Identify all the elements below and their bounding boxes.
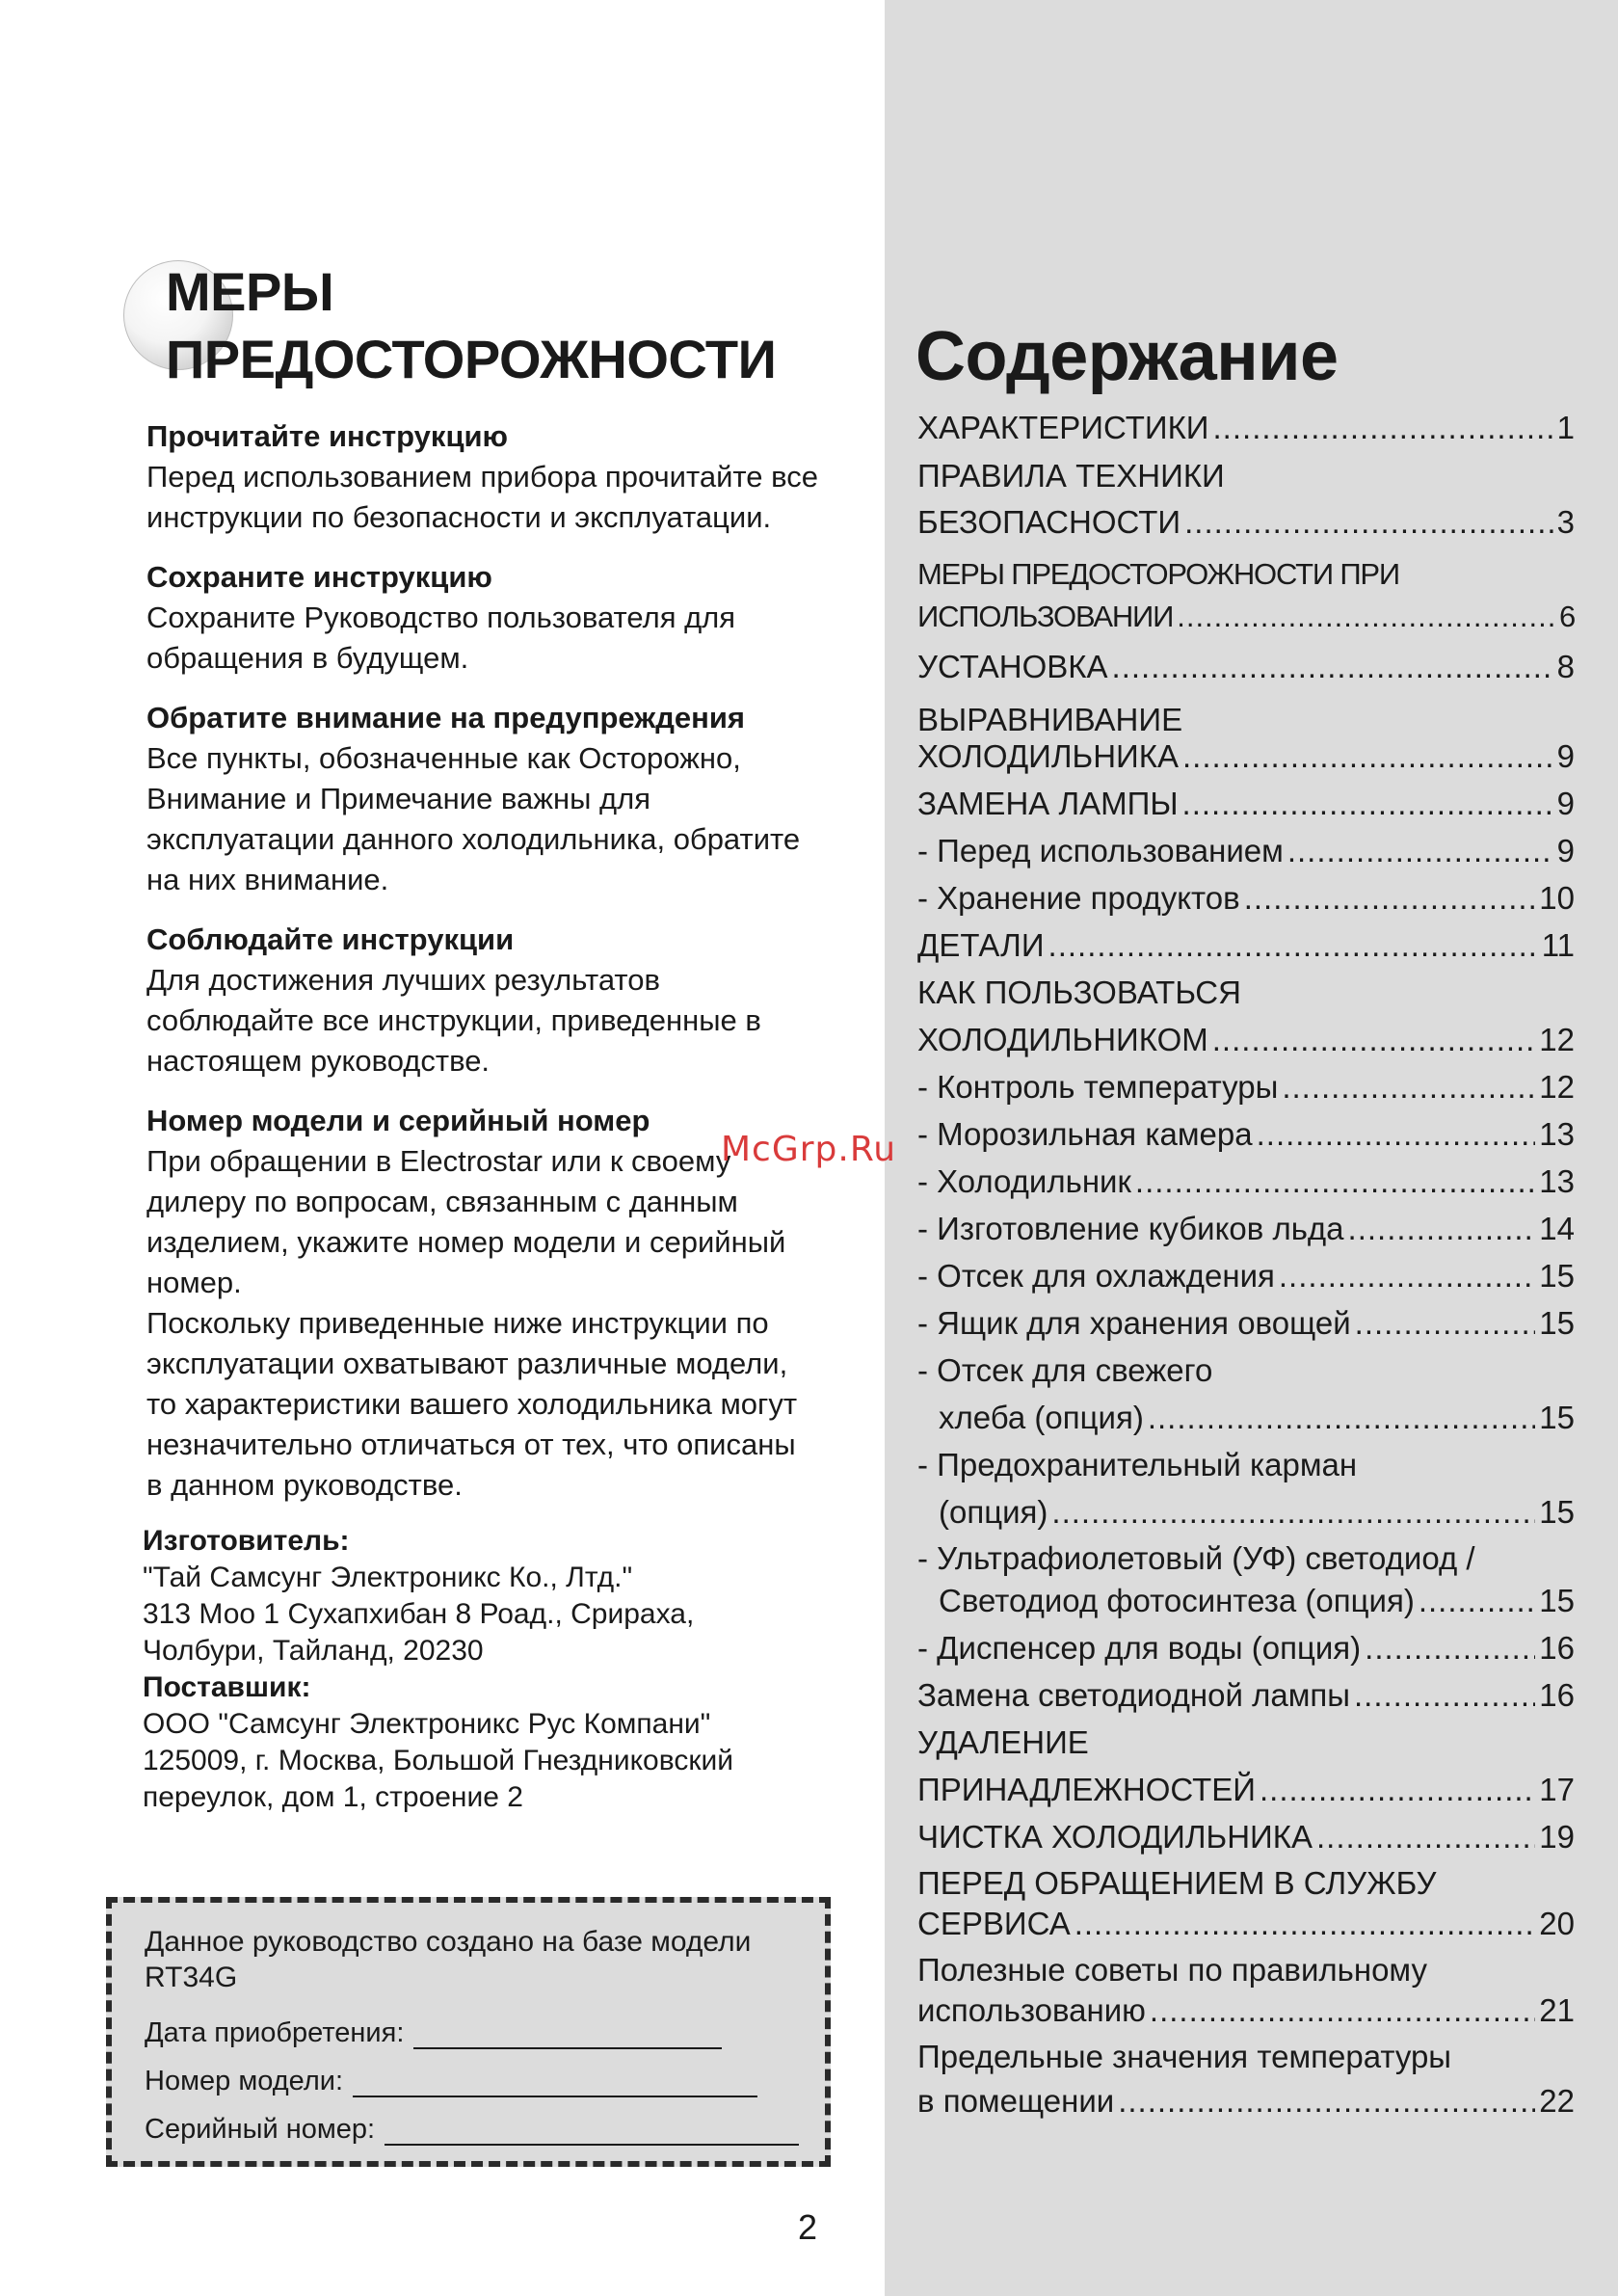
toc-entry[interactable] xyxy=(917,1068,1575,1107)
model-number-label: Номер модели: xyxy=(145,2066,344,2096)
section-heading: Обратите внимание на предупреждения xyxy=(146,701,745,734)
toc-entry[interactable] xyxy=(917,648,1575,686)
section-heading: Соблюдайте инструкции xyxy=(146,922,515,956)
toc-leader-dots xyxy=(1048,926,1538,965)
toc-page-number: 15 xyxy=(1539,1258,1575,1294)
toc-entry-title: - Хранение продуктов xyxy=(917,880,1240,916)
section-line: незначительно отличаться от тех, что описаны xyxy=(146,1428,796,1461)
section-line: на них внимание. xyxy=(146,863,389,896)
section-line: Для достижения лучших результатов xyxy=(146,963,660,997)
model-name: RT34G xyxy=(145,1962,238,1993)
section-line: Все пункты, обозначенные как Осторожно, xyxy=(146,741,741,775)
toc-entry-title: КАК ПОЛЬЗОВАТЬСЯ xyxy=(917,974,1241,1010)
section-line: то характеристики вашего холодильника могут xyxy=(146,1387,798,1421)
section-line: изделием, укажите номер модели и серийный xyxy=(146,1225,786,1259)
toc-entry-title: - Морозильная камера xyxy=(917,1116,1253,1152)
toc-page-number: 9 xyxy=(1556,738,1575,774)
toc-entry-title: - Перед использованием xyxy=(917,833,1284,868)
toc-entry-title: хлеба (опция) xyxy=(939,1400,1144,1435)
toc-leader-dots xyxy=(1348,1210,1536,1248)
purchase-info-box xyxy=(106,1897,831,2167)
toc-entry-title: Полезные советы по правильному xyxy=(917,1952,1427,1988)
supplier-line: 125009, г. Москва, Большой Гнездниковский xyxy=(143,1745,733,1776)
toc-leader-dots xyxy=(1244,879,1536,918)
manufacturer-line: "Тай Самсунг Электроникс Ко., Лтд." xyxy=(143,1562,633,1593)
model-basis-note xyxy=(145,1924,809,1995)
toc-page-number: 9 xyxy=(1556,833,1575,868)
page-title-precautions xyxy=(166,258,776,393)
toc-leader-dots xyxy=(1213,409,1553,447)
toc-page-number: 15 xyxy=(1539,1400,1575,1435)
toc-entry[interactable] xyxy=(917,832,1575,870)
model-number-blank xyxy=(353,2069,757,2097)
toc-entry-title: УСТАНОВКА xyxy=(917,649,1108,684)
serial-number-field xyxy=(145,2113,799,2146)
toc-page-number: 15 xyxy=(1539,1305,1575,1341)
toc-entry-title: Предельные значения температуры xyxy=(917,2039,1452,2074)
section-line: При обращении в Electrostar или к своему xyxy=(146,1144,731,1178)
toc-entry[interactable] xyxy=(917,926,1575,965)
section-line: Поскольку приведенные ниже инструкции по xyxy=(146,1306,769,1340)
toc-page-number: 6 xyxy=(1558,600,1575,633)
toc-leader-dots xyxy=(1279,1257,1535,1295)
toc-page-number: 13 xyxy=(1539,1116,1575,1152)
section-heading: Прочитайте инструкцию xyxy=(146,419,509,453)
toc-entry[interactable] xyxy=(917,457,1575,542)
page-number: 2 xyxy=(798,2207,818,2247)
toc-page-number: 10 xyxy=(1539,880,1575,916)
manufacturer-line: 313 Моо 1 Сухапхибан 8 Роад., Срираха, xyxy=(143,1598,695,1630)
model-number-field xyxy=(145,2065,757,2097)
toc-entry[interactable] xyxy=(917,1865,1575,1942)
toc-page-number: 12 xyxy=(1539,1022,1575,1057)
toc-entry[interactable] xyxy=(917,974,1575,1059)
section-line: Сохраните Руководство пользователя для xyxy=(146,601,736,634)
section-line: Перед использованием прибора прочитайте все xyxy=(146,460,818,494)
title-line-2: ПРЕДОСТОРОЖНОСТИ xyxy=(166,329,777,389)
toc-entry[interactable] xyxy=(917,1351,1575,1437)
toc-page-number: 8 xyxy=(1556,649,1575,684)
manufacturer-supplier-block xyxy=(143,1523,875,1816)
toc-entry-title: в помещении xyxy=(917,2083,1115,2119)
toc-entry-title: - Изготовление кубиков льда xyxy=(917,1211,1344,1246)
section-line: эксплуатации данного холодильника, обратите xyxy=(146,822,801,856)
toc-page-number: 19 xyxy=(1539,1819,1575,1855)
toc-leader-dots xyxy=(1212,1021,1536,1059)
toc-leader-dots xyxy=(1182,738,1553,775)
toc-page-number: 3 xyxy=(1556,504,1575,540)
toc-page-number: 1 xyxy=(1556,410,1575,445)
purchase-date-field xyxy=(145,2016,722,2049)
precautions-column xyxy=(146,416,860,1525)
toc-entry-title: - Ящик для хранения овощей xyxy=(917,1305,1351,1341)
toc-leader-dots xyxy=(1257,1115,1536,1154)
toc-page-number: 21 xyxy=(1539,1992,1575,2028)
section-read-instructions xyxy=(146,416,860,538)
toc-page-number: 13 xyxy=(1539,1163,1575,1199)
toc-page-number: 22 xyxy=(1539,2083,1575,2119)
toc-leader-dots xyxy=(1287,832,1553,870)
title-line-1: МЕРЫ xyxy=(166,261,334,322)
toc-entry[interactable] xyxy=(917,879,1575,918)
toc-leader-dots xyxy=(1135,1162,1535,1201)
toc-leader-dots xyxy=(1112,648,1553,686)
toc-entry-title: (опция) xyxy=(939,1494,1048,1530)
toc-entry-title: ДЕТАЛИ xyxy=(917,927,1045,963)
toc-entry[interactable] xyxy=(917,1540,1575,1619)
toc-entry-title: ЧИСТКА ХОЛОДИЛЬНИКА xyxy=(917,1819,1313,1855)
manufacturer-line: Чолбури, Тайланд, 20230 xyxy=(143,1635,484,1667)
purchase-date-blank xyxy=(413,2020,722,2049)
toc-entry-title: - Отсек для охлаждения xyxy=(917,1258,1275,1294)
section-line: дилеру по вопросам, связанным с данным xyxy=(146,1185,738,1218)
toc-entry[interactable] xyxy=(917,553,1575,638)
toc-entry-title: - Холодильник xyxy=(917,1163,1131,1199)
toc-leader-dots xyxy=(1365,1629,1535,1668)
toc-page-number: 15 xyxy=(1539,1583,1575,1618)
toc-entry[interactable] xyxy=(917,1304,1575,1343)
toc-entry-title: Светодиод фотосинтеза (опция) xyxy=(939,1583,1415,1618)
toc-entry[interactable] xyxy=(917,2039,1575,2120)
toc-entry-title: ХОЛОДИЛЬНИКОМ xyxy=(917,1022,1208,1057)
section-heading: Сохраните инструкцию xyxy=(146,560,492,594)
toc-entry[interactable] xyxy=(917,785,1575,823)
toc-entry-title: ПРИНАДЛЕЖНОСТЕЙ xyxy=(917,1772,1256,1807)
table-of-contents xyxy=(917,409,1575,2120)
toc-entry-title: СЕРВИСА xyxy=(917,1906,1071,1941)
section-line: номер. xyxy=(146,1266,242,1299)
section-follow-instructions xyxy=(146,920,860,1081)
model-basis-line: Данное руководство создано на базе модели xyxy=(145,1926,752,1958)
toc-leader-dots xyxy=(1316,1818,1535,1856)
toc-entry[interactable] xyxy=(917,1676,1575,1715)
toc-leader-dots xyxy=(1260,1771,1535,1809)
toc-leader-dots xyxy=(1354,1676,1535,1715)
toc-entry[interactable] xyxy=(917,702,1575,775)
toc-leader-dots xyxy=(1282,1068,1535,1107)
toc-entry[interactable] xyxy=(917,1210,1575,1248)
toc-entry-title: БЕЗОПАСНОСТИ xyxy=(917,504,1181,540)
section-line: соблюдайте все инструкции, приведенные в xyxy=(146,1003,761,1037)
toc-entry[interactable] xyxy=(917,1257,1575,1295)
toc-entry-title: УДАЛЕНИЕ xyxy=(917,1724,1089,1760)
toc-page-number: 16 xyxy=(1539,1630,1575,1666)
toc-entry-title: ВЫРАВНИВАНИЕ xyxy=(917,702,1183,737)
section-line: Внимание и Примечание важны для xyxy=(146,782,651,815)
manufacturer-label: Изготовитель: xyxy=(143,1525,350,1557)
toc-leader-dots xyxy=(1419,1583,1535,1619)
toc-entry-title: - Отсек для свежего xyxy=(917,1352,1213,1388)
section-keep-instructions xyxy=(146,557,860,679)
toc-page-number: 11 xyxy=(1541,927,1575,963)
toc-entry[interactable] xyxy=(917,409,1575,447)
toc-entry-title: ИСПОЛЬЗОВАНИИ xyxy=(917,600,1174,633)
serial-number-blank xyxy=(385,2117,799,2146)
toc-leader-dots xyxy=(1355,1304,1536,1343)
toc-page-number: 15 xyxy=(1539,1494,1575,1530)
toc-entry-title: - Предохранительный карман xyxy=(917,1447,1358,1482)
toc-leader-dots xyxy=(1051,1493,1535,1532)
toc-entry[interactable] xyxy=(917,1629,1575,1668)
supplier-label: Поставшик: xyxy=(143,1671,311,1703)
toc-title: Содержание xyxy=(915,318,1339,395)
toc-page-number: 12 xyxy=(1539,1069,1575,1105)
toc-page-number: 20 xyxy=(1539,1906,1575,1941)
section-line: эксплуатации охватывают различные модели, xyxy=(146,1347,788,1380)
toc-entry-title: МЕРЫ ПРЕДОСТОРОЖНОСТИ ПРИ xyxy=(917,557,1399,591)
purchase-date-label: Дата приобретения: xyxy=(145,2017,405,2048)
toc-leader-dots xyxy=(1148,1399,1535,1437)
toc-leader-dots xyxy=(1118,2083,1535,2120)
section-line: обращения в будущем. xyxy=(146,641,469,675)
toc-entry[interactable] xyxy=(917,1723,1575,1809)
toc-page-number: 9 xyxy=(1556,786,1575,821)
section-line: инструкции по безопасности и эксплуатации. xyxy=(146,500,772,534)
toc-entry-title: ПЕРЕД ОБРАЩЕНИЕМ В СЛУЖБУ xyxy=(917,1865,1437,1901)
toc-entry[interactable] xyxy=(917,1952,1575,2029)
toc-entry-title: ЗАМЕНА ЛАМПЫ xyxy=(917,786,1179,821)
toc-leader-dots xyxy=(1150,1992,1535,2029)
toc-leader-dots xyxy=(1184,503,1553,542)
toc-entry-title: - Диспенсер для воды (опция) xyxy=(917,1630,1362,1666)
toc-entry[interactable] xyxy=(917,1115,1575,1154)
section-warnings xyxy=(146,698,860,900)
section-line: настоящем руководстве. xyxy=(146,1044,491,1078)
section-heading: Номер модели и серийный номер xyxy=(146,1104,650,1137)
toc-entry-title: ПРАВИЛА ТЕХНИКИ xyxy=(917,458,1225,494)
supplier-line: ООО "Самсунг Электроникс Рус Компани" xyxy=(143,1708,711,1740)
toc-entry[interactable] xyxy=(917,1818,1575,1856)
serial-number-label: Серийный номер: xyxy=(145,2114,376,2145)
toc-page-number: 14 xyxy=(1539,1211,1575,1246)
toc-page-number: 17 xyxy=(1539,1772,1575,1807)
toc-leader-dots xyxy=(1177,596,1555,638)
toc-entry-title: Замена светодиодной лампы xyxy=(917,1677,1350,1713)
toc-entry[interactable] xyxy=(917,1162,1575,1201)
toc-entry[interactable] xyxy=(917,1446,1575,1532)
section-line: в данном руководстве. xyxy=(146,1468,463,1502)
toc-leader-dots xyxy=(1074,1906,1536,1942)
toc-entry-title: - Контроль температуры xyxy=(917,1069,1279,1105)
site-watermark: McGrp.Ru xyxy=(721,1130,897,1169)
supplier-line: переулок, дом 1, строение 2 xyxy=(143,1781,523,1813)
toc-entry-title: использованию xyxy=(917,1992,1146,2028)
toc-entry-title: - Ультрафиолетовый (УФ) светодиод / xyxy=(917,1540,1475,1576)
toc-entry-title: ХОЛОДИЛЬНИКА xyxy=(917,738,1179,774)
toc-leader-dots xyxy=(1182,785,1553,823)
toc-entry-title: ХАРАКТЕРИСТИКИ xyxy=(917,410,1209,445)
toc-page-number: 16 xyxy=(1539,1677,1575,1713)
